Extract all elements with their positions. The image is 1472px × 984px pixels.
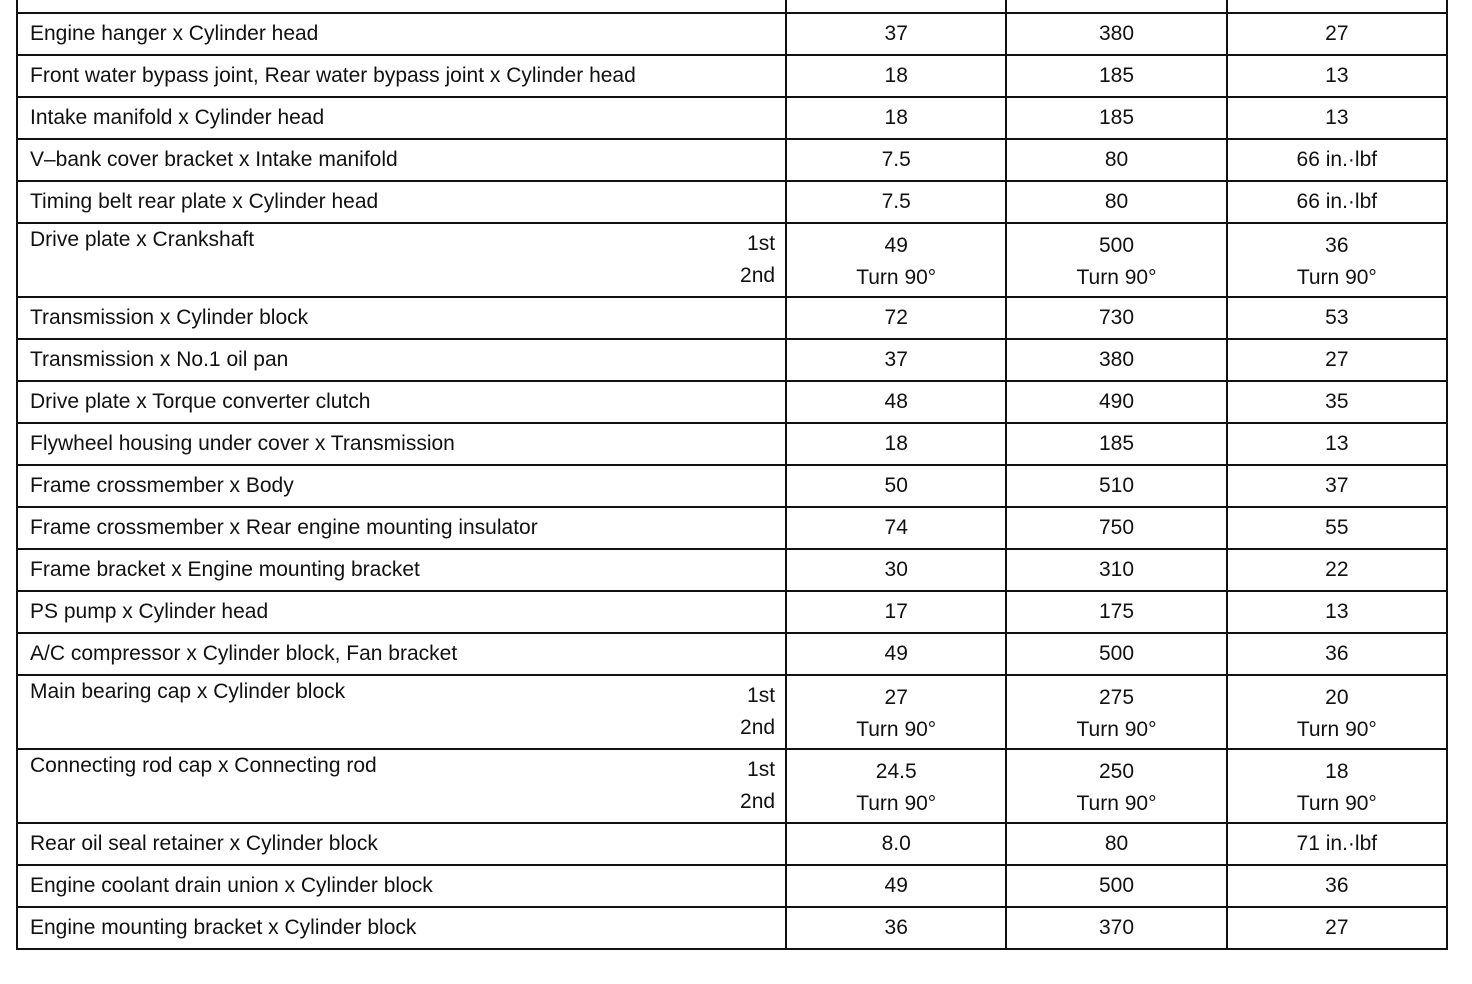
torque-nm: 37 <box>786 13 1006 55</box>
part-name: Frame bracket x Engine mounting bracket <box>30 558 420 581</box>
torque-kgfcm: 500 <box>1098 234 1135 257</box>
torque-ftlbf: 36 <box>1227 865 1447 907</box>
table-row <box>17 549 1447 591</box>
torque-nm-second: Turn 90° <box>856 792 937 815</box>
table-row <box>17 749 1447 823</box>
part-cell <box>17 97 786 139</box>
torque-nm: 37 <box>786 339 1006 381</box>
torque-kgfcm: 510 <box>1006 465 1226 507</box>
torque-kgfcm: 185 <box>1006 423 1226 465</box>
part-cell <box>17 823 786 865</box>
table-cell <box>17 0 786 13</box>
torque-ftlbf-second: Turn 90° <box>1296 266 1377 289</box>
table-row <box>17 97 1447 139</box>
torque-kgfcm-cell <box>1006 675 1226 749</box>
table-row <box>17 139 1447 181</box>
torque-kgfcm: 80 <box>1006 823 1226 865</box>
part-cell <box>17 423 786 465</box>
part-cell <box>17 865 786 907</box>
torque-kgfcm-second: Turn 90° <box>1076 792 1157 815</box>
part-name: Engine mounting bracket x Cylinder block <box>30 916 417 939</box>
part-name: Drive plate x Torque converter clutch <box>30 390 371 413</box>
part-cell <box>17 549 786 591</box>
torque-kgfcm: 310 <box>1006 549 1226 591</box>
table-cell <box>786 0 1006 13</box>
part-cell <box>17 297 786 339</box>
torque-kgfcm: 185 <box>1006 55 1226 97</box>
table-row <box>17 591 1447 633</box>
torque-ftlbf-cell <box>1227 749 1447 823</box>
torque-nm: 49 <box>786 633 1006 675</box>
part-cell <box>17 675 786 749</box>
tightening-steps <box>740 676 775 744</box>
part-cell <box>17 181 786 223</box>
torque-ftlbf-second: Turn 90° <box>1296 792 1377 815</box>
torque-nm: 24.5 <box>875 760 917 783</box>
torque-ftlbf: 36 <box>1227 633 1447 675</box>
torque-nm-cell <box>786 675 1006 749</box>
torque-nm-second: Turn 90° <box>856 266 937 289</box>
torque-nm: 18 <box>786 423 1006 465</box>
table-row <box>17 181 1447 223</box>
part-cell <box>17 13 786 55</box>
torque-kgfcm: 185 <box>1006 97 1226 139</box>
part-name: Drive plate x Crankshaft <box>30 228 255 251</box>
part-name: Intake manifold x Cylinder head <box>30 106 325 129</box>
part-name: Engine coolant drain union x Cylinder block <box>30 874 433 897</box>
torque-ftlbf: 71 in.·lbf <box>1227 823 1447 865</box>
table-row <box>17 339 1447 381</box>
step-first-label: 1st <box>747 758 776 781</box>
torque-ftlbf: 66 in.·lbf <box>1227 139 1447 181</box>
table-row <box>17 865 1447 907</box>
torque-nm-cell <box>786 749 1006 823</box>
torque-ftlbf: 66 in.·lbf <box>1227 181 1447 223</box>
torque-nm: 49 <box>884 234 908 257</box>
torque-nm: 17 <box>786 591 1006 633</box>
part-name: PS pump x Cylinder head <box>30 600 269 623</box>
torque-ftlbf: 13 <box>1227 97 1447 139</box>
table-row <box>17 633 1447 675</box>
torque-kgfcm: 80 <box>1006 181 1226 223</box>
torque-kgfcm-cell <box>1006 223 1226 297</box>
torque-ftlbf: 13 <box>1227 55 1447 97</box>
torque-kgfcm-second: Turn 90° <box>1076 718 1157 741</box>
torque-ftlbf: 13 <box>1227 591 1447 633</box>
torque-nm: 8.0 <box>786 823 1006 865</box>
part-cell <box>17 139 786 181</box>
table-row <box>17 223 1447 297</box>
step-first-label: 1st <box>747 232 776 255</box>
torque-kgfcm: 500 <box>1006 865 1226 907</box>
part-name: Flywheel housing under cover x Transmission <box>30 432 455 455</box>
torque-kgfcm: 275 <box>1098 686 1135 709</box>
tightening-steps <box>740 750 775 818</box>
torque-kgfcm: 750 <box>1006 507 1226 549</box>
torque-nm: 49 <box>786 865 1006 907</box>
torque-kgfcm: 80 <box>1006 139 1226 181</box>
torque-nm-second: Turn 90° <box>856 718 937 741</box>
torque-ftlbf: 36 <box>1325 234 1349 257</box>
step-second-label: 2nd <box>740 716 776 739</box>
torque-ftlbf: 27 <box>1227 907 1447 949</box>
torque-ftlbf: 35 <box>1227 381 1447 423</box>
part-cell <box>17 381 786 423</box>
torque-specification-table <box>16 0 1448 950</box>
torque-nm: 30 <box>786 549 1006 591</box>
torque-nm: 7.5 <box>786 181 1006 223</box>
part-name: Engine hanger x Cylinder head <box>30 22 319 45</box>
part-cell <box>17 223 786 297</box>
part-name: Frame crossmember x Rear engine mounting insulator <box>30 516 538 539</box>
part-cell <box>17 465 786 507</box>
part-cell <box>17 507 786 549</box>
torque-ftlbf-cell <box>1227 675 1447 749</box>
table-row <box>17 13 1447 55</box>
table-row <box>17 423 1447 465</box>
torque-kgfcm: 370 <box>1006 907 1226 949</box>
step-second-label: 2nd <box>740 790 776 813</box>
part-cell <box>17 633 786 675</box>
part-cell <box>17 749 786 823</box>
torque-ftlbf: 22 <box>1227 549 1447 591</box>
table-row <box>17 297 1447 339</box>
part-cell <box>17 907 786 949</box>
torque-ftlbf: 37 <box>1227 465 1447 507</box>
torque-nm: 27 <box>884 686 908 709</box>
step-first-label: 1st <box>747 684 776 707</box>
torque-ftlbf-second: Turn 90° <box>1296 718 1377 741</box>
part-name: Rear oil seal retainer x Cylinder block <box>30 832 378 855</box>
torque-kgfcm: 250 <box>1098 760 1135 783</box>
table-row <box>17 55 1447 97</box>
torque-ftlbf: 55 <box>1227 507 1447 549</box>
torque-nm: 18 <box>786 97 1006 139</box>
torque-kgfcm-second: Turn 90° <box>1076 266 1157 289</box>
torque-nm: 7.5 <box>786 139 1006 181</box>
torque-kgfcm: 175 <box>1006 591 1226 633</box>
part-name: V–bank cover bracket x Intake manifold <box>30 148 398 171</box>
step-second-label: 2nd <box>740 264 776 287</box>
part-name: Timing belt rear plate x Cylinder head <box>30 190 379 213</box>
table-row <box>17 507 1447 549</box>
torque-nm-cell <box>786 223 1006 297</box>
part-name: Frame crossmember x Body <box>30 474 294 497</box>
table-row-cut-off <box>17 0 1447 13</box>
table-row <box>17 381 1447 423</box>
torque-kgfcm: 380 <box>1006 13 1226 55</box>
part-cell <box>17 55 786 97</box>
torque-nm: 48 <box>786 381 1006 423</box>
table-row <box>17 465 1447 507</box>
torque-ftlbf: 18 <box>1325 760 1349 783</box>
part-name: Transmission x No.1 oil pan <box>30 348 289 371</box>
part-name: Front water bypass joint, Rear water bypass joint x Cylinder head <box>30 64 636 87</box>
table-row <box>17 823 1447 865</box>
part-name: Main bearing cap x Cylinder block <box>30 680 346 703</box>
part-cell <box>17 591 786 633</box>
torque-ftlbf: 13 <box>1227 423 1447 465</box>
table-row <box>17 675 1447 749</box>
torque-kgfcm: 500 <box>1006 633 1226 675</box>
table-cell <box>1006 0 1226 13</box>
torque-ftlbf: 20 <box>1325 686 1349 709</box>
part-name: Transmission x Cylinder block <box>30 306 309 329</box>
torque-kgfcm: 380 <box>1006 339 1226 381</box>
torque-nm: 36 <box>786 907 1006 949</box>
torque-nm: 18 <box>786 55 1006 97</box>
torque-nm: 72 <box>786 297 1006 339</box>
torque-ftlbf: 27 <box>1227 339 1447 381</box>
tightening-steps <box>740 224 775 292</box>
table-row <box>17 907 1447 949</box>
torque-nm: 50 <box>786 465 1006 507</box>
torque-kgfcm: 490 <box>1006 381 1226 423</box>
torque-kgfcm-cell <box>1006 749 1226 823</box>
part-cell <box>17 339 786 381</box>
part-name: Connecting rod cap x Connecting rod <box>30 754 377 777</box>
torque-ftlbf: 53 <box>1227 297 1447 339</box>
torque-ftlbf: 27 <box>1227 13 1447 55</box>
torque-ftlbf-cell <box>1227 223 1447 297</box>
torque-kgfcm: 730 <box>1006 297 1226 339</box>
torque-nm: 74 <box>786 507 1006 549</box>
table-cell <box>1227 0 1447 13</box>
part-name: A/C compressor x Cylinder block, Fan bracket <box>30 642 458 665</box>
